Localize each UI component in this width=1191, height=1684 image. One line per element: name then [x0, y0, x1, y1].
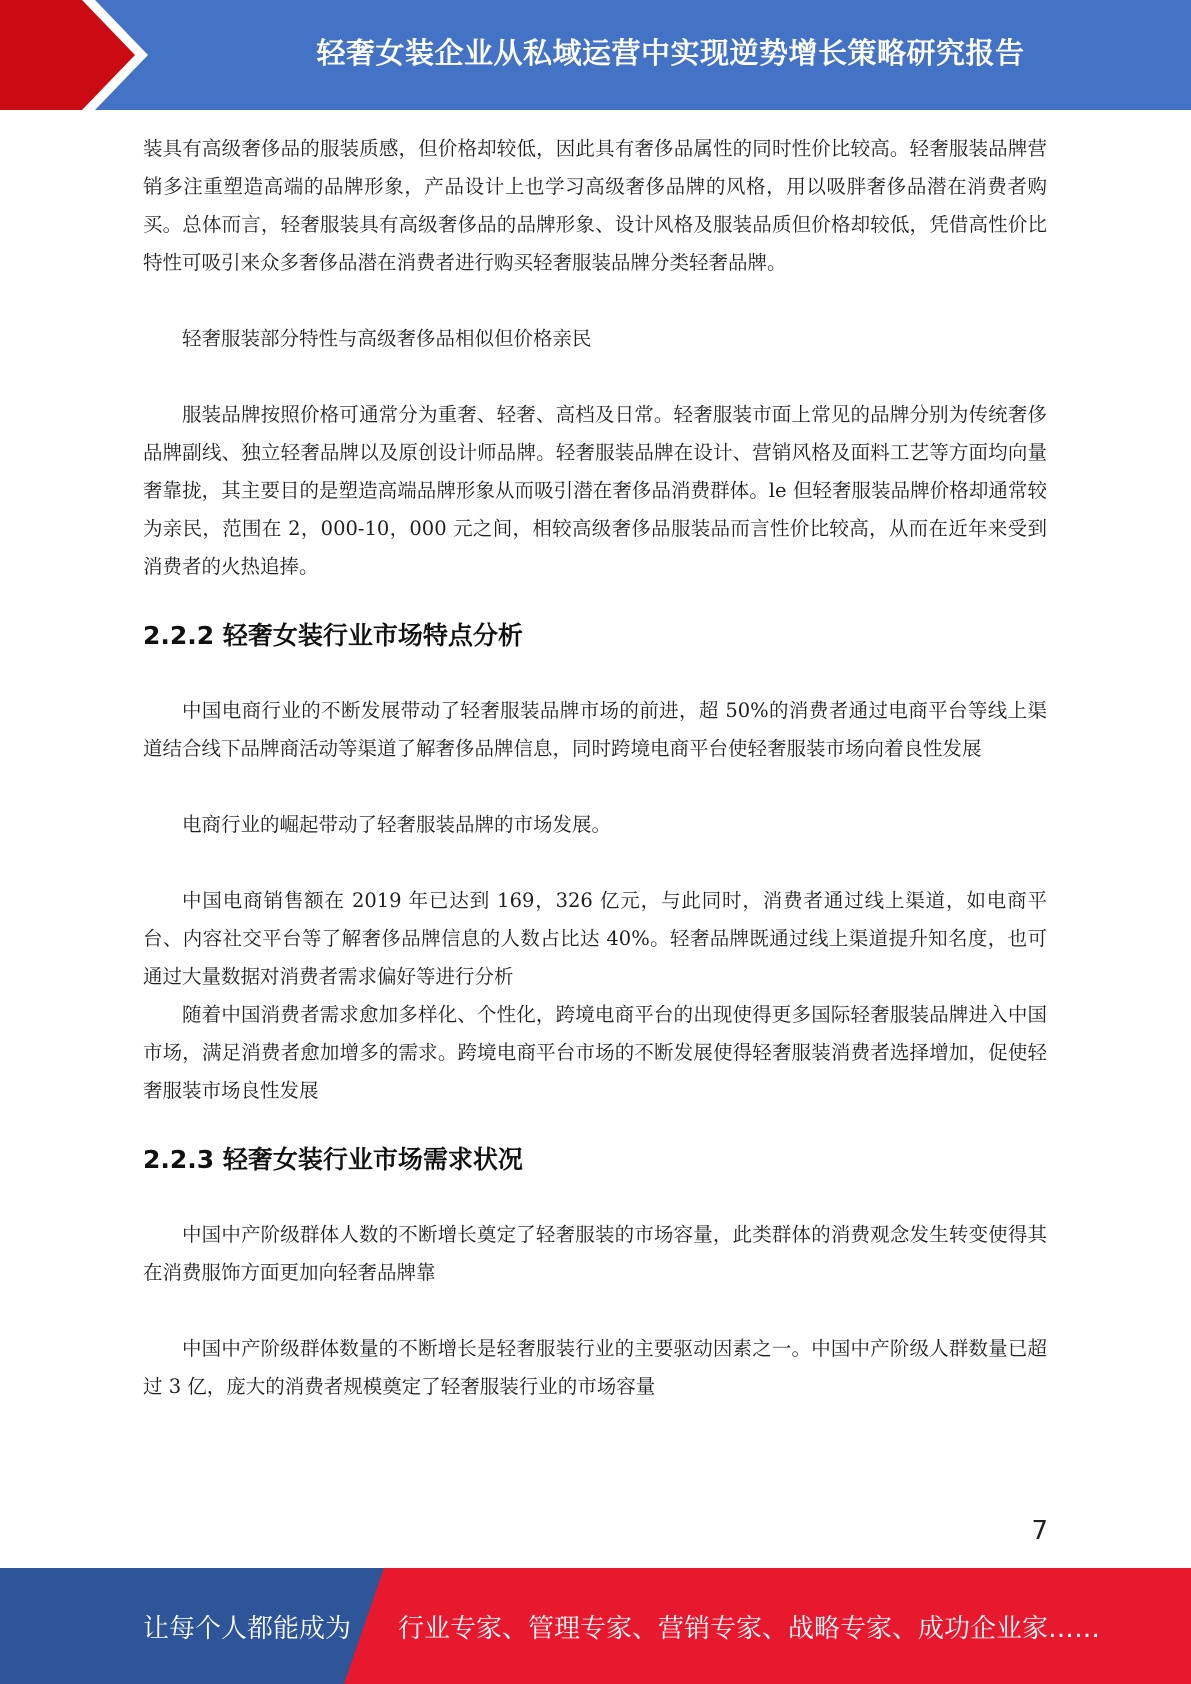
page-content	[143, 130, 1047, 1406]
paragraph-ecommerce-rise: 电商行业的崛起带动了轻奢服装品牌的市场发展。	[182, 813, 612, 836]
paragraph-cross-border: 随着中国消费者需求愈加多样化、个性化，跨境电商平台的出现使得更多国际轻奢服装品牌进入中国市场，满足消费者愈加增多的需求。跨境电商平台市场的不断发展使得轻奢服装消费者选择增加，促使轻奢服装市场良性发展	[143, 1003, 1047, 1102]
paragraph-ecommerce-growth: 中国电商行业的不断发展带动了轻奢服装品牌市场的前进，超 50%的消费者通过电商平台等线上渠道结合线下品牌商活动等渠道了解奢侈品牌信息，同时跨境电商平台使轻奢服装市场向着良性发展	[143, 699, 1047, 760]
paragraph-middle-class-growth: 中国中产阶级群体人数的不断增长奠定了轻奢服装的市场容量，此类群体的消费观念发生转变使得其在消费服饰方面更加向轻奢品牌靠	[143, 1223, 1047, 1284]
paragraph-luxury-apparel-features: 装具有高级奢侈品的服装质感，但价格却较低，因此具有奢侈品属性的同时性价比较高。轻奢服装品牌营销多注重塑造高端的品牌形象，产品设计上也学习高级奢侈品牌的风格，用以吸胖奢侈品潜在消费者购买。总体而言，轻奢服装具有高级奢侈品的品牌形象、设计风格及服装品质但价格却较低，凭借高性价比特性可吸引来众多奢侈品潜在消费者进行购买轻奢服装品牌分类轻奢品牌。	[143, 137, 1047, 274]
section-heading-2-2-2: 2.2.2 轻奢女装行业市场特点分析	[143, 621, 523, 650]
paragraph-middle-class-driver: 中国中产阶级群体数量的不断增长是轻奢服装行业的主要驱动因素之一。中国中产阶级人群数量已超过 3 亿，庞大的消费者规模奠定了轻奢服装行业的市场容量	[143, 1337, 1047, 1398]
page-number: 7	[1031, 1516, 1048, 1546]
paragraph-ecommerce-sales: 中国电商销售额在 2019 年已达到 169，326 亿元，与此同时，消费者通过线上渠道，如电商平台、内容社交平台等了解奢侈品牌信息的人数占比达 40%。轻奢品牌既通过线上渠道提升知名度，也可通过大量数据对消费者需求偏好等进行分析	[143, 889, 1048, 988]
footer-slogan-right: 行业专家、管理专家、营销专家、战略专家、成功企业家……	[398, 1613, 1101, 1644]
page-footer	[0, 1568, 1191, 1684]
footer-slogan-left: 让每个人都能成为	[143, 1613, 352, 1644]
section-heading-2-2-3: 2.2.3 轻奢女装行业市场需求状况	[143, 1145, 523, 1174]
report-title: 轻奢女装企业从私域运营中实现逆势增长策略研究报告	[316, 35, 1025, 70]
paragraph-light-luxury-summary: 轻奢服装部分特性与高级奢侈品相似但价格亲民	[182, 327, 592, 350]
page-header	[0, 0, 1191, 110]
paragraph-price-tiers: 服装品牌按照价格可通常分为重奢、轻奢、高档及日常。轻奢服装市面上常见的品牌分别为传统奢侈品牌副线、独立轻奢品牌以及原创设计师品牌。轻奢服装品牌在设计、营销风格及面料工艺等方面均向量奢靠拢，其主要目的是塑造高端品牌形象从而吸引潜在奢侈品消费群体。le 但轻奢服装品牌价格却通常较为亲民，范围在 2，000-10，000 元之间，相较高级奢侈品服装品而言性价比较高，从而在近年来受到消费者的火热追捧。	[143, 403, 1047, 578]
